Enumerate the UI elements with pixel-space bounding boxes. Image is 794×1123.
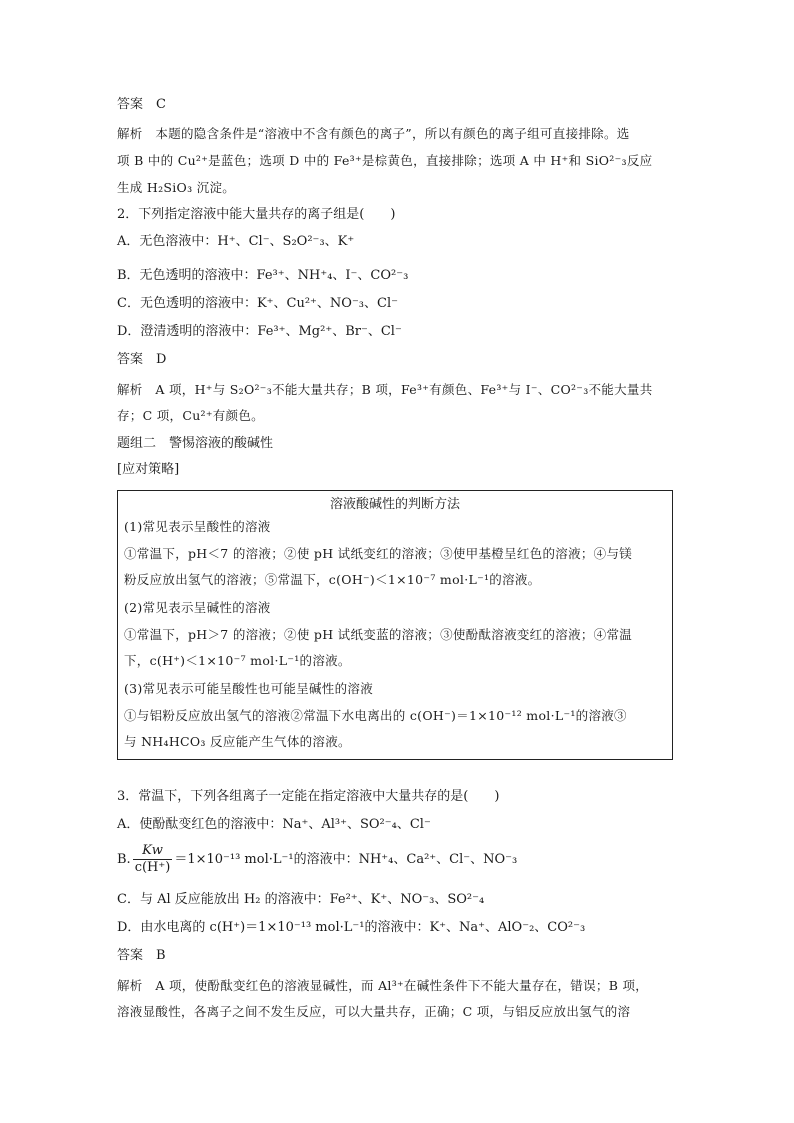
box-line-8: ①与铝粉反应放出氢气的溶液②常温下水电离出的 c(OH⁻)＝1×10⁻¹² mol·L⁻¹的溶液③ bbox=[124, 708, 627, 723]
q3-b-text: ＝1×10⁻¹³ mol·L⁻¹的溶液中：NH⁺₄、Ca²⁺、Cl⁻、NO⁻₃ bbox=[174, 852, 518, 867]
exp1-line2: 项 B 中的 Cu²⁺是蓝色；选项 D 中的 Fe³⁺是棕黄色，直接排除；选项 A 中 H⁺和 SiO²⁻₃反应 bbox=[117, 153, 653, 168]
q2-option-b: B．无色透明的溶液中：Fe³⁺、NH⁺₄、I⁻、CO²⁻₃ bbox=[117, 268, 409, 283]
q2-stem: 2．下列指定溶液中能大量共存的离子组是( ) bbox=[117, 207, 396, 222]
strategy-label: [应对策略] bbox=[117, 462, 180, 477]
box-line-7: (3)常见表示可能呈酸性也可能呈碱性的溶液 bbox=[124, 681, 374, 696]
exp1-line1: 解析 本题的隐含条件是“溶液中不含有颜色的离子”，所以有颜色的离子组可直接排除。选 bbox=[117, 126, 630, 141]
box-line-2: ①常温下，pH＜7 的溶液；②使 pH 试纸变红的溶液；③使甲基橙呈红色的溶液；④与镁 bbox=[124, 546, 633, 561]
box-title: 溶液酸碱性的判断方法 bbox=[329, 497, 460, 512]
box-line-6: 下，c(H⁺)＜1×10⁻⁷ mol·L⁻¹的溶液。 bbox=[124, 653, 351, 668]
q2-option-c: C．无色透明的溶液中：K⁺、Cu²⁺、NO⁻₃、Cl⁻ bbox=[117, 296, 398, 311]
ans3: 答案 B bbox=[117, 948, 166, 963]
q3-option-c: C．与 Al 反应能放出 H₂ 的溶液中：Fe²⁺、K⁺、NO⁻₃、SO²⁻₄ bbox=[117, 892, 485, 907]
q3-option-a: A．使酚酞变红色的溶液中：Na⁺、Al³⁺、SO²⁻₄、Cl⁻ bbox=[117, 817, 431, 832]
exp2-line1: 解析 A 项，H⁺与 S₂O²⁻₃不能大量共存；B 项，Fe³⁺有颜色、Fe³⁺与 I⁻、CO²⁻₃不能大量共 bbox=[117, 382, 653, 397]
kw-fraction bbox=[133, 843, 173, 876]
strategy-box bbox=[117, 490, 673, 760]
q3-b-prefix: B. bbox=[117, 852, 131, 867]
q3-stem: 3．常温下，下列各组离子一定能在指定溶液中大量共存的是( ) bbox=[117, 789, 500, 804]
box-line-9: 与 NH₄HCO₃ 反应能产生气体的溶液。 bbox=[124, 734, 351, 749]
q3-option-b bbox=[117, 843, 517, 876]
q2-option-d: D．澄清透明的溶液中：Fe³⁺、Mg²⁺、Br⁻、Cl⁻ bbox=[117, 324, 402, 339]
box-line-1: (1)常见表示呈酸性的溶液 bbox=[124, 519, 271, 534]
ans1: 答案 C bbox=[117, 97, 166, 112]
fraction-numerator: Kw bbox=[133, 843, 173, 860]
exp3-line2: 溶液显酸性，各离子之间不发生反应，可以大量共存，正确；C 项，与铝反应放出氢气的溶 bbox=[117, 1004, 631, 1019]
fraction-denominator: c(H⁺) bbox=[134, 860, 171, 875]
ans2: 答案 D bbox=[117, 352, 167, 367]
box-line-4: (2)常见表示呈碱性的溶液 bbox=[124, 600, 271, 615]
exp1-line3: 生成 H₂SiO₃ 沉淀。 bbox=[117, 180, 236, 195]
box-line-3: 粉反应放出氢气的溶液；⑤常温下，c(OH⁻)＜1×10⁻⁷ mol·L⁻¹的溶液。 bbox=[124, 572, 541, 587]
exp2-line2: 存；C 项，Cu²⁺有颜色。 bbox=[117, 408, 264, 423]
box-line-5: ①常温下，pH＞7 的溶液；②使 pH 试纸变蓝的溶液；③使酚酞溶液变红的溶液；④常温 bbox=[124, 627, 633, 642]
group-title: 题组二 警惕溶液的酸碱性 bbox=[117, 436, 274, 451]
exp3-line1: 解析 A 项，使酚酞变红色的溶液显碱性，而 Al³⁺在碱性条件下不能大量存在，错误；B 项， bbox=[117, 978, 649, 993]
q2-option-a: A．无色溶液中：H⁺、Cl⁻、S₂O²⁻₃、K⁺ bbox=[117, 234, 355, 249]
q3-option-d: D．由水电离的 c(H⁺)＝1×10⁻¹³ mol·L⁻¹的溶液中：K⁺、Na⁺、AlO⁻₂、CO²⁻₃ bbox=[117, 920, 586, 935]
